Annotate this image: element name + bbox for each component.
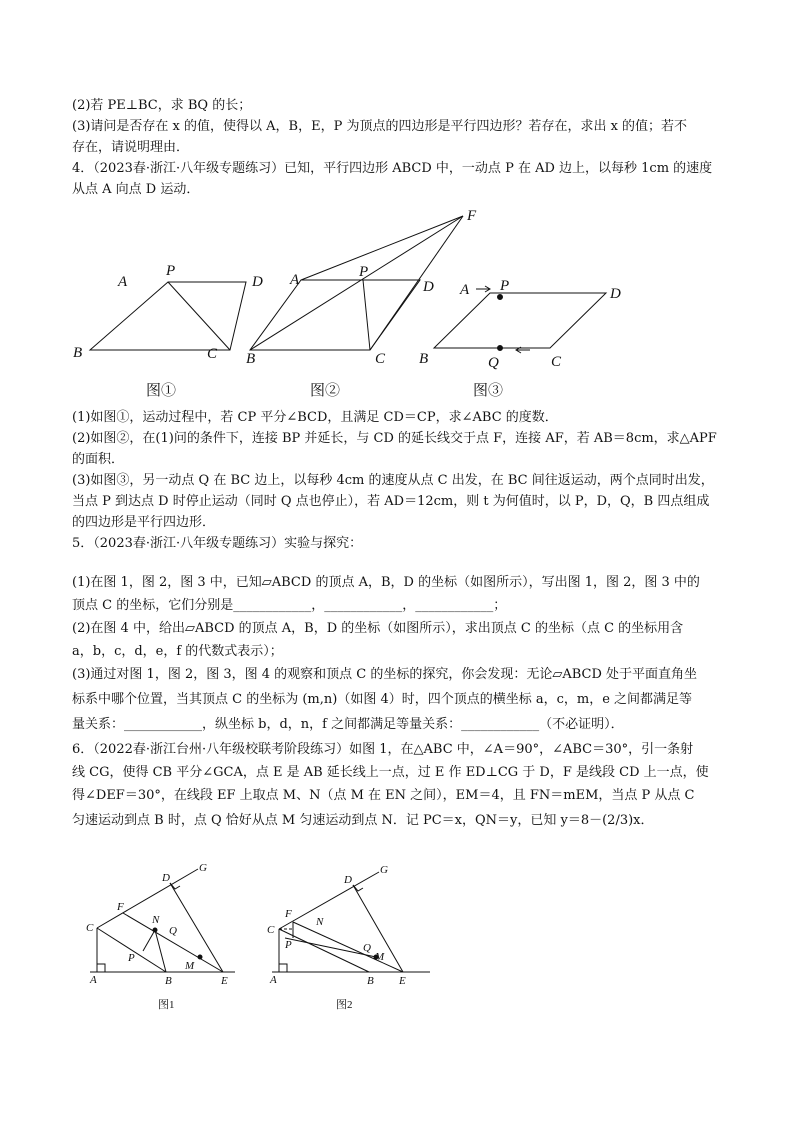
label-f: F — [467, 208, 477, 224]
label-q: Q — [363, 942, 371, 954]
triangle-figures — [80, 850, 450, 1020]
point-m — [198, 955, 202, 959]
figure-g1 — [86, 862, 235, 1011]
point-q — [498, 346, 503, 351]
figure-2 — [246, 208, 477, 399]
text-line: (3)请问是否存在 x 的值，使得以 A，B，E，P 为顶点的四边形是平行四边形？若存在，求出 x 的值；若不 — [72, 119, 688, 134]
label-f: F — [117, 901, 124, 913]
label-m: M — [375, 951, 385, 963]
label-d: D — [344, 874, 352, 886]
text-line: 当点 P 到达点 D 时停止运动（同时 Q 点也停止），若 AD＝12cm，则 t 为何值时，以 P，D，Q，B 四点组成 — [72, 494, 710, 509]
figure-g2 — [267, 864, 430, 1011]
text-line: a，b，c，d，e，f 的代数式表示）； — [72, 644, 283, 659]
label-b: B — [367, 975, 374, 987]
text-line: 标系中哪个位置，当其顶点 C 的坐标为 (m,n)（如图 4）时，四个顶点的横坐标 a，c，m，e 之间都满足等 — [72, 692, 693, 707]
label-a: A — [290, 272, 300, 288]
label-b: B — [419, 351, 429, 367]
figure-3 — [419, 278, 621, 399]
label-a: A — [270, 974, 277, 986]
label-p: P — [166, 263, 176, 279]
label-q: Q — [488, 355, 499, 371]
label-a: A — [118, 274, 128, 290]
label-p: P — [359, 264, 369, 280]
question-6-stem: 6．（2022春·浙江台州·八年级校联考阶段练习）如图 1，在△ABC 中，∠A＝90°，∠ABC＝30°，引一条射 — [72, 742, 694, 757]
text-line: (3)通过对图 1，图 2，图 3，图 4 的观察和顶点 C 的坐标的探究，你会发现：无论▱ABCD 处于平面直角坐 — [72, 667, 698, 682]
segment-pc — [168, 282, 230, 350]
caption-fig3: 图③ — [473, 383, 504, 399]
text-line: 量关系：____________，纵坐标 b，d，n，f 之间都满足等量关系：____________（不必证明）． — [72, 717, 624, 732]
label-p: P — [285, 939, 292, 951]
label-m: M — [185, 960, 195, 972]
figure-1 — [73, 263, 263, 399]
label-c: C — [267, 924, 275, 936]
text-line: (1)如图①，运动过程中，若 CP 平分∠BCD，且满足 CD＝CP，求∠ABC 的度数． — [72, 410, 558, 425]
text-line: 的面积． — [72, 452, 125, 467]
caption-fig1: 图① — [146, 383, 177, 399]
label-f: F — [285, 908, 292, 920]
text-line: (2)若 PE⊥BC，求 BQ 的长； — [72, 98, 252, 113]
label-p: P — [500, 278, 510, 294]
text-line: 的四边形是平行四边形． — [72, 515, 216, 530]
text-line: (2)如图②，在(1)问的条件下，连接 BP 并延长，与 CD 的延长线交于点 F，连接 AF，若 AB＝8cm，求△APF — [72, 431, 717, 446]
label-n: N — [152, 914, 160, 926]
label-d: D — [423, 279, 434, 295]
label-b: B — [165, 975, 172, 987]
text-line: 线 CG，使得 CB 平分∠GCA，点 E 是 AB 延长线上一点，过 E 作 ED⊥CG 于 D，F 是线段 CD 上一点，使 — [72, 765, 709, 780]
label-d: D — [252, 274, 263, 290]
question-5-stem: 5．（2023春·浙江·八年级专题练习）实验与探究： — [72, 536, 363, 551]
text-line: 得∠DEF＝30°，在线段 EF 上取点 M、N（点 M 在 EN 之间），EM＝4，且 FN＝mEM，当点 P 从点 C — [72, 788, 695, 803]
label-d: D — [610, 286, 621, 302]
label-c: C — [375, 351, 386, 367]
text-line: 匀速运动到点 B 时，点 Q 恰好从点 M 匀速运动到点 N．记 PC＝x，QN＝y，已知 y＝8－(2/3)x． — [72, 813, 654, 828]
label-q: Q — [169, 925, 177, 937]
label-g: G — [199, 862, 207, 874]
text-line: (3)如图③，另一动点 Q 在 BC 边上，以每秒 4cm 的速度从点 C 出发，在 BC 间往返运动，两个点同时出发， — [72, 473, 714, 488]
label-a: A — [90, 974, 97, 986]
label-g: G — [380, 864, 388, 876]
label-c: C — [551, 354, 562, 370]
point-n — [153, 928, 157, 932]
label-b: B — [246, 351, 256, 367]
text-line: 存在，请说明理由． — [72, 140, 190, 155]
caption-g2: 图2 — [336, 999, 353, 1011]
label-e: E — [221, 975, 228, 987]
label-p: P — [128, 952, 135, 964]
label-n: N — [316, 916, 324, 928]
label-c: C — [207, 346, 218, 362]
caption-g1: 图1 — [158, 999, 175, 1011]
text-line: (2)在图 4 中，给出▱ABCD 的顶点 A，B，D 的坐标（如图所示），求出顶点 C 的坐标（点 C 的坐标用含 — [72, 621, 684, 636]
parallelogram-figures — [60, 200, 660, 405]
text-line: 从点 A 向点 D 运动． — [72, 182, 200, 197]
text-line: (1)在图 1，图 2，图 3 中，已知▱ABCD 的顶点 A，B，D 的坐标（如图所示），写出图 1，图 2，图 3 中的 — [72, 575, 700, 590]
question-4-stem: 4．（2023春·浙江·八年级专题练习）已知，平行四边形 ABCD 中，一动点 P 在 AD 边上，以每秒 1cm 的速度 — [72, 161, 713, 176]
label-e: E — [399, 975, 406, 987]
caption-fig2: 图② — [310, 383, 341, 399]
label-a: A — [460, 282, 470, 298]
text-line: 顶点 C 的坐标，它们分别是____________，____________，____________； — [72, 598, 507, 613]
label-c: C — [86, 922, 94, 934]
label-d: D — [162, 872, 170, 884]
label-b: B — [73, 345, 83, 361]
point-p — [498, 295, 503, 300]
